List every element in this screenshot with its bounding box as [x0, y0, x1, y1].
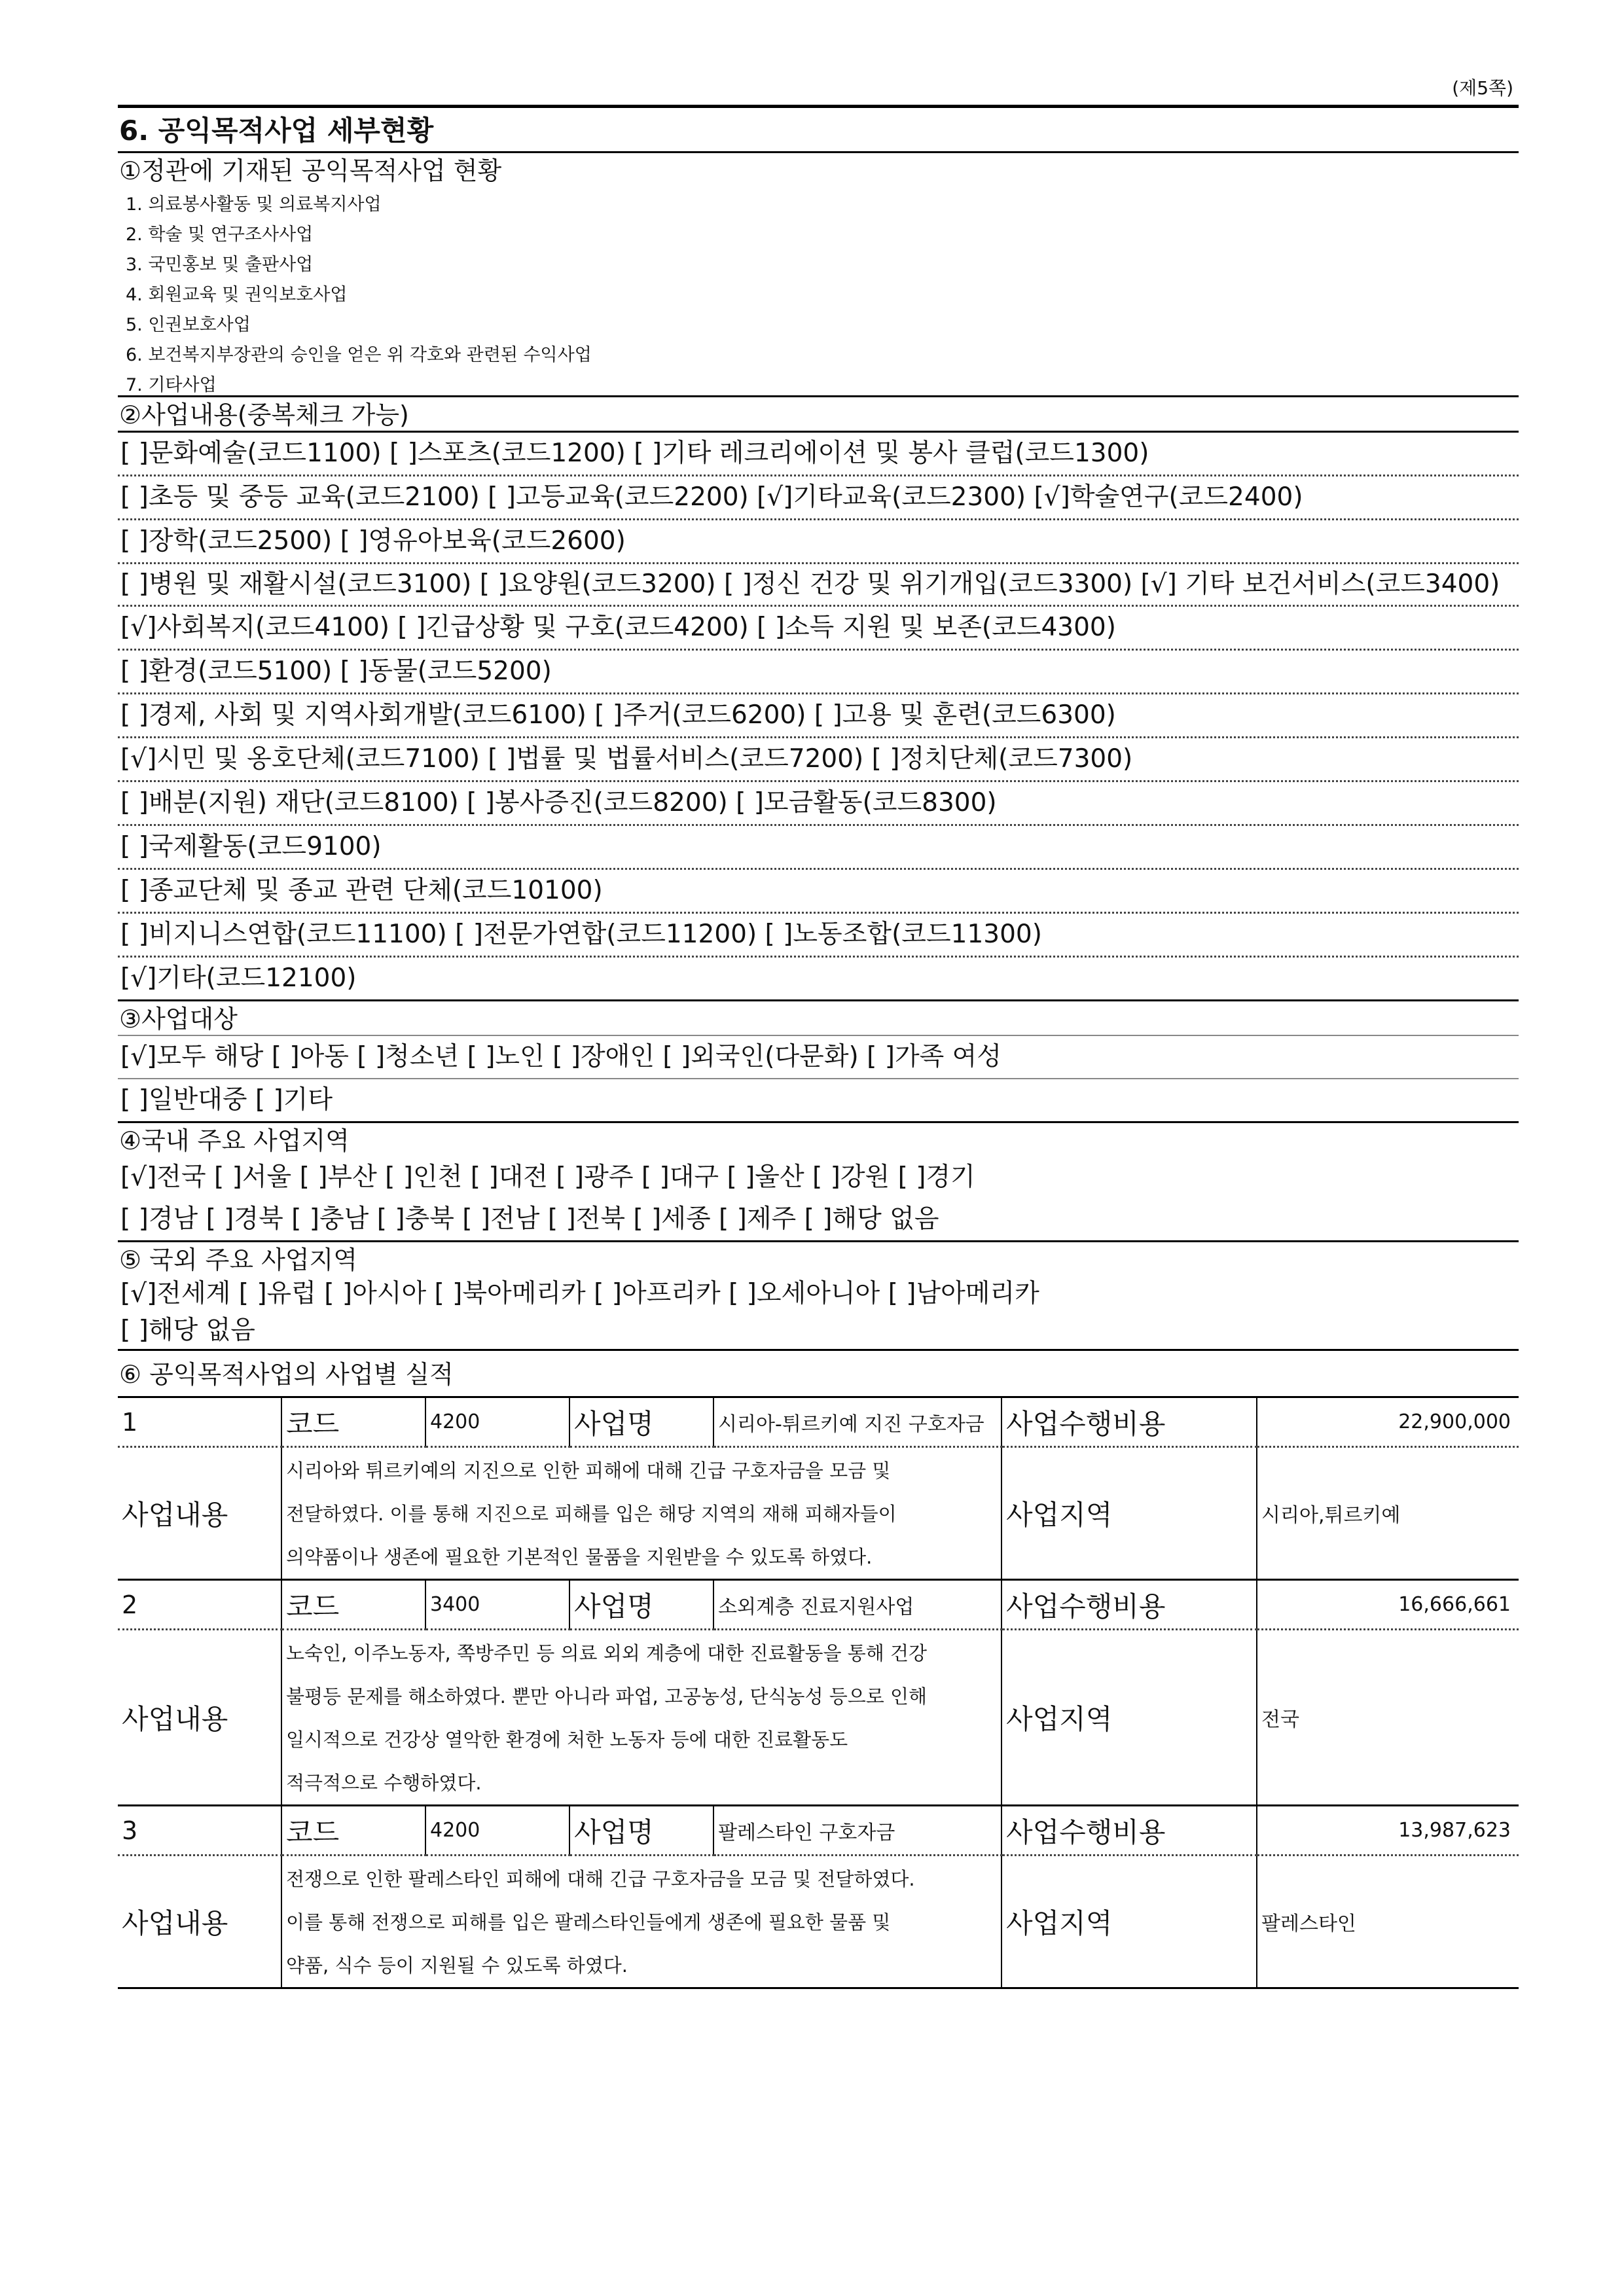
page-number: (제5쪽) — [1452, 77, 1513, 99]
code-value: 4200 — [425, 1806, 569, 1856]
business-target-heading: ③사업대상 — [118, 999, 1519, 1035]
cost-value: 22,900,000 — [1257, 1397, 1519, 1447]
document-page — [118, 72, 1519, 1989]
business-content-row: [ ]초등 및 중등 교육(코드2100) [ ]고등교육(코드2200) [√]기타교육(코드2300) [√]학술연구(코드2400) — [118, 475, 1519, 518]
business-target-row: [ ]일반대중 [ ]기타 — [118, 1078, 1519, 1121]
region-label: 사업지역 — [1001, 1856, 1257, 1988]
domestic-region-row: [ ]경남 [ ]경북 [ ]충남 [ ]충북 [ ]전남 [ ]전북 [ ]세종 [ ]제주 [ ]해당 없음 — [120, 1204, 939, 1234]
region-value: 팔레스타인 — [1257, 1856, 1519, 1988]
cost-value: 16,666,661 — [1257, 1580, 1519, 1630]
code-label: 코드 — [281, 1580, 425, 1630]
overseas-region-heading: ⑤ 국외 주요 사업지역 — [118, 1240, 1519, 1276]
results-table — [118, 1396, 1519, 1989]
business-content-row: [√]사회복지(코드4100) [ ]긴급상황 및 구호(코드4200) [ ]소득 지원 및 보존(코드4300) — [118, 605, 1519, 649]
content-line: 전달하였다. 이를 통해 지진으로 피해를 입은 해당 지역의 재해 피해자들이 — [286, 1503, 897, 1525]
region-label: 사업지역 — [1001, 1630, 1257, 1806]
record-number: 1 — [118, 1397, 281, 1447]
content-line: 불평등 문제를 해소하였다. 뿐만 아니라 파업, 고공농성, 단식농성 등으로 인해 — [286, 1685, 928, 1708]
articles-project-item: 1. 의료봉사활동 및 의료복지사업 — [126, 194, 382, 215]
content-line: 적극적으로 수행하였다. — [286, 1772, 482, 1794]
business-content-row: [ ]비지니스연합(코드11100) [ ]전문가연합(코드11200) [ ]노동조합(코드11300) — [118, 912, 1519, 956]
code-value: 3400 — [425, 1580, 569, 1630]
content-line: 노숙인, 이주노동자, 쪽방주민 등 의료 외외 계층에 대한 진료활동을 통해 건강 — [286, 1642, 928, 1664]
cost-label: 사업수행비용 — [1001, 1806, 1257, 1856]
result-body-row — [118, 1447, 1519, 1580]
content-text — [281, 1447, 1001, 1580]
articles-project-item: 7. 기타사업 — [126, 375, 217, 395]
cost-label: 사업수행비용 — [1001, 1397, 1257, 1447]
overseas-region-row: [ ]해당 없음 — [120, 1316, 255, 1345]
business-content-row: [ ]국제활동(코드9100) — [118, 824, 1519, 868]
result-body-row — [118, 1630, 1519, 1806]
business-content-heading: ②사업내용(중복체크 가능) — [118, 395, 1519, 431]
articles-projects-heading: ①정관에 기재된 공익목적사업 현황 — [119, 156, 502, 185]
domestic-region-row: [√]전국 [ ]서울 [ ]부산 [ ]인천 [ ]대전 [ ]광주 [ ]대구 [ ]울산 [ ]강원 [ ]경기 — [120, 1162, 975, 1192]
record-number: 3 — [118, 1806, 281, 1856]
content-line: 약품, 식수 등이 지원될 수 있도록 하였다. — [286, 1954, 628, 1977]
result-header-row — [118, 1397, 1519, 1447]
business-content-row: [ ]경제, 사회 및 지역사회개발(코드6100) [ ]주거(코드6200) [ ]고용 및 훈련(코드6300) — [118, 692, 1519, 736]
region-value: 시리아,튀르키예 — [1257, 1447, 1519, 1580]
business-content-row: [√]시민 및 옹호단체(코드7100) [ ]법률 및 법률서비스(코드7200) [ ]정치단체(코드7300) — [118, 736, 1519, 780]
section-title: 6. 공익목적사업 세부현황 — [118, 105, 1519, 153]
content-line: 이를 통해 전쟁으로 피해를 입은 팔레스타인들에게 생존에 필요한 물품 및 — [286, 1911, 891, 1933]
region-label: 사업지역 — [1001, 1447, 1257, 1580]
business-content-row: [ ]배분(지원) 재단(코드8100) [ ]봉사증진(코드8200) [ ]모금활동(코드8300) — [118, 780, 1519, 824]
result-header-row — [118, 1580, 1519, 1630]
content-label: 사업내용 — [118, 1856, 281, 1988]
project-name: 시리아-튀르키예 지진 구호자금 — [713, 1397, 1001, 1447]
articles-project-item: 3. 국민홍보 및 출판사업 — [126, 255, 314, 275]
business-target-row: [√]모두 해당 [ ]아동 [ ]청소년 [ ]노인 [ ]장애인 [ ]외국인(다문화) [ ]가족 여성 — [118, 1035, 1519, 1078]
name-label: 사업명 — [569, 1580, 713, 1630]
project-name: 팔레스타인 구호자금 — [713, 1806, 1001, 1856]
content-text — [281, 1630, 1001, 1806]
content-line: 의약품이나 생존에 필요한 기본적인 물품을 지원받을 수 있도록 하였다. — [286, 1546, 873, 1568]
business-content-row: [ ]문화예술(코드1100) [ ]스포츠(코드1200) [ ]기타 레크리에이션 및 봉사 클럽(코드1300) — [118, 431, 1519, 475]
articles-projects-section — [118, 153, 1519, 395]
region-value: 전국 — [1257, 1630, 1519, 1806]
content-line: 전쟁으로 인한 팔레스타인 피해에 대해 긴급 구호자금을 모금 및 전달하였다. — [286, 1868, 915, 1890]
name-label: 사업명 — [569, 1397, 713, 1447]
cost-value: 13,987,623 — [1257, 1806, 1519, 1856]
overseas-region-row: [√]전세계 [ ]유럽 [ ]아시아 [ ]북아메리카 [ ]아프리카 [ ]오세아니아 [ ]남아메리카 — [120, 1279, 1039, 1308]
results-heading: ⑥ 공익목적사업의 사업별 실적 — [118, 1349, 1519, 1396]
content-label: 사업내용 — [118, 1630, 281, 1806]
articles-project-item: 2. 학술 및 연구조사사업 — [126, 224, 314, 245]
business-content-row: [ ]환경(코드5100) [ ]동물(코드5200) — [118, 649, 1519, 692]
business-content-row: [ ]종교단체 및 종교 관련 단체(코드10100) — [118, 868, 1519, 912]
cost-label: 사업수행비용 — [1001, 1580, 1257, 1630]
record-number: 2 — [118, 1580, 281, 1630]
domestic-region-heading: ④국내 주요 사업지역 — [118, 1121, 1519, 1157]
content-line: 일시적으로 건강상 열악한 환경에 처한 노동자 등에 대한 진료활동도 — [286, 1729, 848, 1751]
code-value: 4200 — [425, 1397, 569, 1447]
name-label: 사업명 — [569, 1806, 713, 1856]
code-label: 코드 — [281, 1397, 425, 1447]
content-label: 사업내용 — [118, 1447, 281, 1580]
articles-project-item: 4. 회원교육 및 권익보호사업 — [126, 285, 348, 305]
articles-project-item: 5. 인권보호사업 — [126, 315, 251, 335]
content-line: 시리아와 튀르키예의 지진으로 인한 피해에 대해 긴급 구호자금을 모금 및 — [286, 1460, 891, 1482]
result-body-row — [118, 1856, 1519, 1988]
business-content-row: [ ]병원 및 재활시설(코드3100) [ ]요양원(코드3200) [ ]정신 건강 및 위기개입(코드3300) [√] 기타 보건서비스(코드3400) — [118, 562, 1519, 605]
articles-project-item: 6. 보건복지부장관의 승인을 얻은 위 각호와 관련된 수익사업 — [126, 345, 592, 365]
content-text — [281, 1856, 1001, 1988]
business-content-row: [√]기타(코드12100) — [118, 956, 1519, 999]
code-label: 코드 — [281, 1806, 425, 1856]
business-content-row: [ ]장학(코드2500) [ ]영유아보육(코드2600) — [118, 518, 1519, 562]
project-name: 소외계층 진료지원사업 — [713, 1580, 1001, 1630]
result-header-row — [118, 1806, 1519, 1856]
